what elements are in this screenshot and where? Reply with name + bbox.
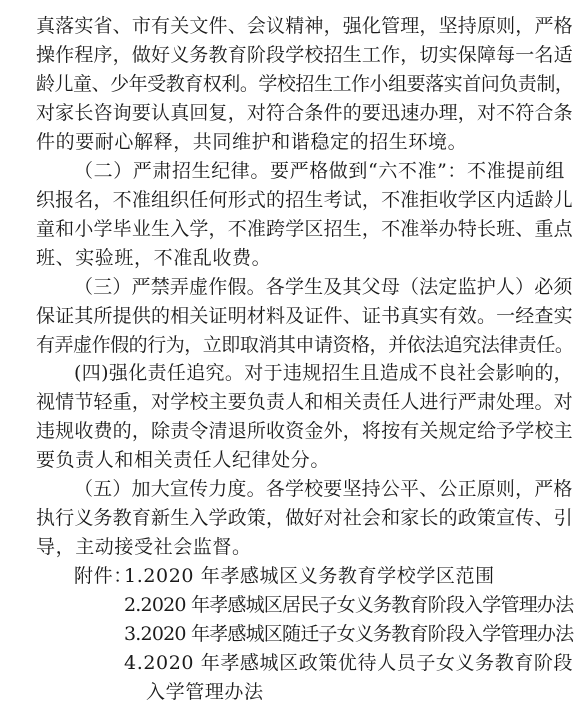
attachment-item: 4.2020 年孝感城区政策优待人员子女义务教育阶段	[124, 652, 574, 675]
paragraph-line: 视情节轻重，对学校主要负责人和相关责任人进行严肃处理。对	[36, 391, 573, 414]
attachment-item: 3.2020 年孝感城区随迁子女义务教育阶段入学管理办法	[124, 623, 574, 646]
paragraph-line: 操作程序，做好义务教育阶段学校招生工作，切实保障每一名适	[36, 43, 573, 66]
paragraph-line: 保证其所提供的相关证明材料及证件、证书真实有效。一经查实	[36, 304, 573, 327]
paragraph-line: 织报名，不准组织任何形式的招生考试，不准拒收学区内适龄儿	[36, 188, 573, 211]
paragraph-line: 真落实省、市有关文件、会议精神，强化管理，坚持原则，严格	[36, 15, 573, 37]
section-heading-line: （二）严肃招生纪律。要严格做到“六不准”：不准提前组	[74, 159, 566, 182]
paragraph-line: 执行义务教育新生入学政策，做好对社会和家长的政策宣传、引	[36, 507, 573, 530]
paragraph-line: 对家长咨询要认真回复，对符合条件的要迅速办理，对不符合条	[36, 101, 573, 124]
paragraph-line: 要负责人和相关责任人纪律处分。	[36, 449, 331, 472]
attachment-item: 2.2020 年孝感城区居民子女义务教育阶段入学管理办法	[124, 594, 574, 617]
paragraph-line: 有弄虚作假的行为，立即取消其申请资格，并依法追究法律责任。	[36, 333, 574, 356]
section-heading-line: （五）加大宣传力度。各学校要坚持公平、公正原则，严格	[74, 478, 573, 501]
paragraph-line: 童和小学毕业生入学，不准跨学区招生，不准举办特长班、重点	[36, 217, 573, 240]
attachment-item-continuation: 入学管理办法	[146, 681, 264, 703]
section-heading-line: (四)强化责任追究。对于违规招生且造成不良社会影响的，	[74, 362, 574, 385]
paragraph-line: 导，主动接受社会监督。	[36, 536, 252, 559]
attachment-item: 1.2020 年孝感城区义务教育学校学区范围	[124, 565, 495, 588]
attachments-label: 附件：	[74, 565, 133, 588]
paragraph-line: 件的要耐心解释，共同维护和谐稳定的招生环境。	[36, 130, 468, 153]
paragraph-line: 违规收费的，除责令清退所收资金外，将按有关规定给予学校主	[36, 420, 573, 443]
paragraph-line: 龄儿童、少年受教育权利。学校招生工作小组要落实首问负责制，	[36, 72, 574, 95]
section-heading-line: （三）严禁弄虚作假。各学生及其父母（法定监护人）必须	[74, 275, 573, 298]
paragraph-line: 班、实验班，不准乱收费。	[36, 246, 272, 269]
